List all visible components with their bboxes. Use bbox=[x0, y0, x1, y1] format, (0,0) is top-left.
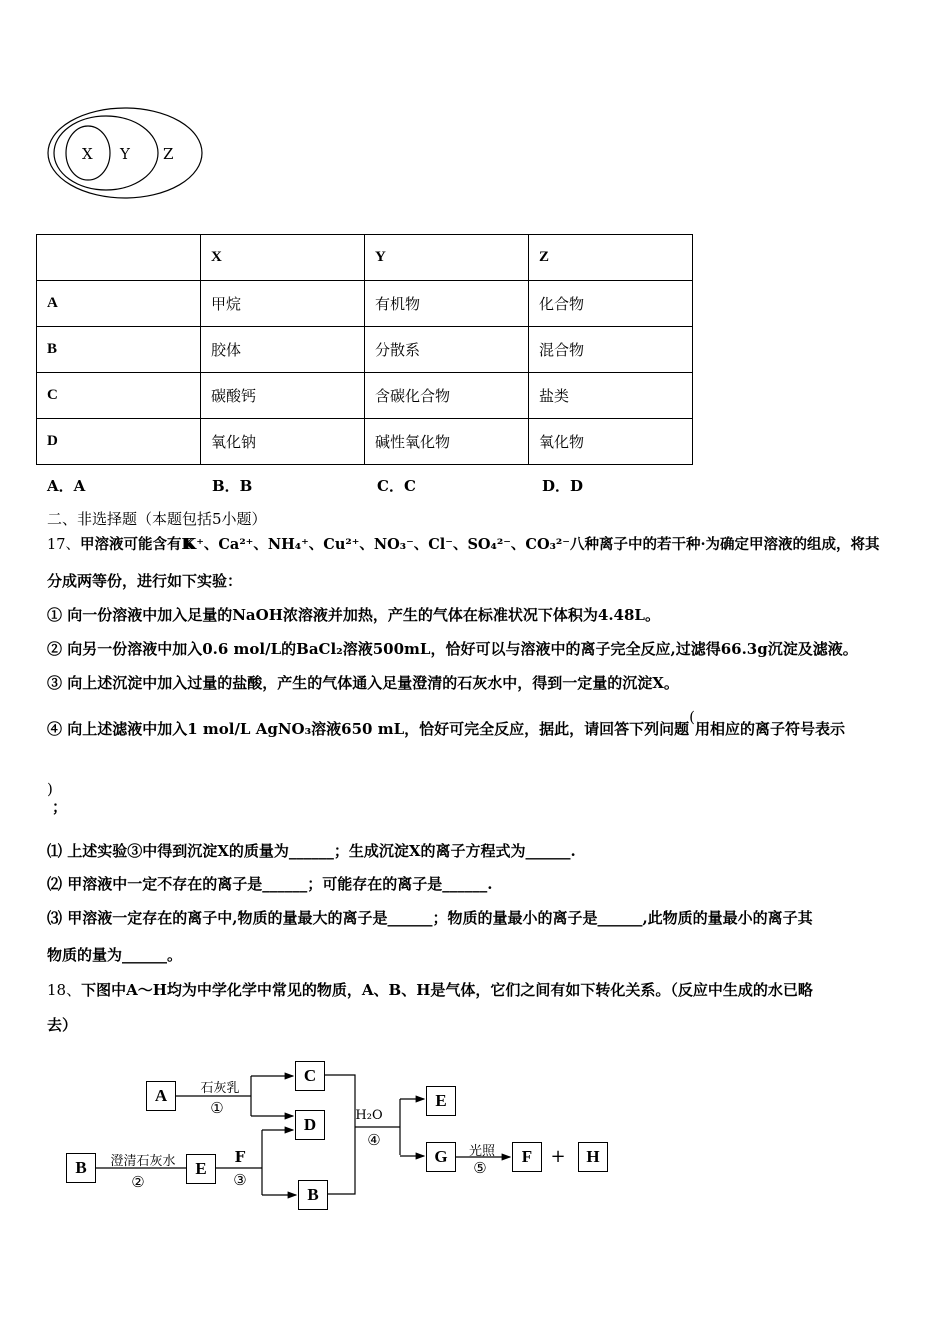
semicolon: ； bbox=[52, 798, 68, 816]
table-cell: B bbox=[37, 327, 201, 373]
option-a[interactable]: A．A bbox=[47, 477, 86, 495]
q17-intro-a: 甲溶液可能含有K bbox=[79, 536, 195, 553]
table-cell: A bbox=[37, 281, 201, 327]
label-r3: F bbox=[234, 1148, 246, 1166]
q17-sub-2: ⑵ 甲溶液中一定不存在的离子是______；可能存在的离子是______. bbox=[47, 875, 493, 893]
box-e-right: E bbox=[426, 1086, 456, 1116]
q17-line-2: 分成两等份，进行如下实验： bbox=[47, 572, 243, 590]
table-cell: 胶体 bbox=[201, 327, 365, 373]
label-n3: ③ bbox=[233, 1171, 247, 1189]
table-cell: 含碳化合物 bbox=[365, 373, 529, 419]
merge-line bbox=[325, 1075, 400, 1194]
close-paren: ) bbox=[47, 780, 53, 798]
box-f: F bbox=[512, 1142, 542, 1172]
table-cell: 碳酸钙 bbox=[201, 373, 365, 419]
table-cell: 化合物 bbox=[529, 281, 693, 327]
table-cell: D bbox=[37, 419, 201, 465]
option-d[interactable]: D．D bbox=[542, 477, 584, 495]
label-plus: + bbox=[550, 1146, 566, 1167]
label-n5: ⑤ bbox=[473, 1159, 487, 1177]
q17-ions: K⁺、Ca²⁺、NH₄⁺、Cu²⁺、NO₃⁻、Cl⁻、SO₄²⁻、CO₃²⁻ bbox=[183, 536, 570, 553]
label-r1: 石灰乳 bbox=[200, 1081, 240, 1096]
table-cell: 氧化物 bbox=[529, 419, 693, 465]
q17-step-1: ① 向一份溶液中加入足量的NaOH浓溶液并加热，产生的气体在标准状况下体积为4.48L。 bbox=[47, 606, 660, 624]
box-e-middle: E bbox=[186, 1154, 216, 1184]
q17-sub-1: ⑴ 上述实验③中得到沉淀X的质量为______；生成沉淀X的离子方程式为______. bbox=[47, 842, 576, 860]
section-title: 二、非选择题（本题包括5小题） bbox=[47, 510, 267, 528]
q17-sub-3-cont: 物质的量为______。 bbox=[47, 946, 183, 964]
table-header-cell: Y bbox=[365, 235, 529, 281]
table-cell: 有机物 bbox=[365, 281, 529, 327]
label-r2: 澄清石灰水 bbox=[110, 1154, 176, 1169]
q17-step-4-tail: 用相应的离子符号表示 bbox=[695, 720, 846, 738]
q18-number: 18、 bbox=[47, 981, 82, 999]
table-header-cell: Z bbox=[529, 235, 693, 281]
table-cell: 碱性氧化物 bbox=[365, 419, 529, 465]
table-cell: 氧化钠 bbox=[201, 419, 365, 465]
q17-step-4-text: ④ 向上述滤液中加入1 mol/L AgNO₃溶液650 mL，恰好可完全反应，据此，请回答下列问题 bbox=[47, 720, 690, 738]
q18-text: 下图中A～H均为中学化学中常见的物质，A、B、H是气体，它们之间有如下转化关系。（反应中生成的水已略 bbox=[81, 981, 813, 999]
label-r4: H₂O bbox=[355, 1108, 383, 1123]
venn-label-x: X bbox=[82, 145, 93, 163]
box-b-right: B bbox=[298, 1180, 328, 1210]
q17-intro-b: 八种离子中的若干种·为确定甲溶液的组成，将其 bbox=[569, 536, 880, 553]
table-header-cell: X bbox=[201, 235, 365, 281]
venn-label-z: Z bbox=[163, 145, 174, 163]
q18-line-2: 去） bbox=[47, 1016, 78, 1034]
q17-sub-3: ⑶ 甲溶液一定存在的离子中,物质的量最大的离子是______；物质的量最小的离子是______,此物质的量最小的离子其 bbox=[47, 909, 813, 927]
box-b-left: B bbox=[66, 1153, 96, 1183]
venn-label-y: Y bbox=[120, 145, 130, 163]
table-cell: 分散系 bbox=[365, 327, 529, 373]
open-paren: ( bbox=[689, 708, 695, 726]
box-c: C bbox=[295, 1061, 325, 1091]
table-cell: 盐类 bbox=[529, 373, 693, 419]
q17-step-3: ③ 向上述沉淀中加入过量的盐酸，产生的气体通入足量澄清的石灰水中，得到一定量的沉淀X。 bbox=[47, 674, 679, 692]
box-a: A bbox=[146, 1081, 176, 1111]
label-r5: 光照 bbox=[468, 1144, 496, 1159]
table-cell: 混合物 bbox=[529, 327, 693, 373]
label-n2: ② bbox=[131, 1173, 145, 1191]
label-n1: ① bbox=[210, 1099, 224, 1117]
label-n4: ④ bbox=[367, 1131, 381, 1149]
box-d: D bbox=[295, 1110, 325, 1140]
table-cell: C bbox=[37, 373, 201, 419]
q17-step-2: ② 向另一份溶液中加入0.6 mol/L的BaCl₂溶液500mL，恰好可以与溶液中的离子完全反应,过滤得66.3g沉淀及滤液。 bbox=[47, 640, 858, 658]
box-g: G bbox=[426, 1142, 456, 1172]
option-c[interactable]: C．C bbox=[377, 477, 416, 495]
q17-number: 17、 bbox=[47, 537, 80, 553]
option-b[interactable]: B．B bbox=[212, 477, 253, 495]
table-cell: 甲烷 bbox=[201, 281, 365, 327]
box-h: H bbox=[578, 1142, 608, 1172]
